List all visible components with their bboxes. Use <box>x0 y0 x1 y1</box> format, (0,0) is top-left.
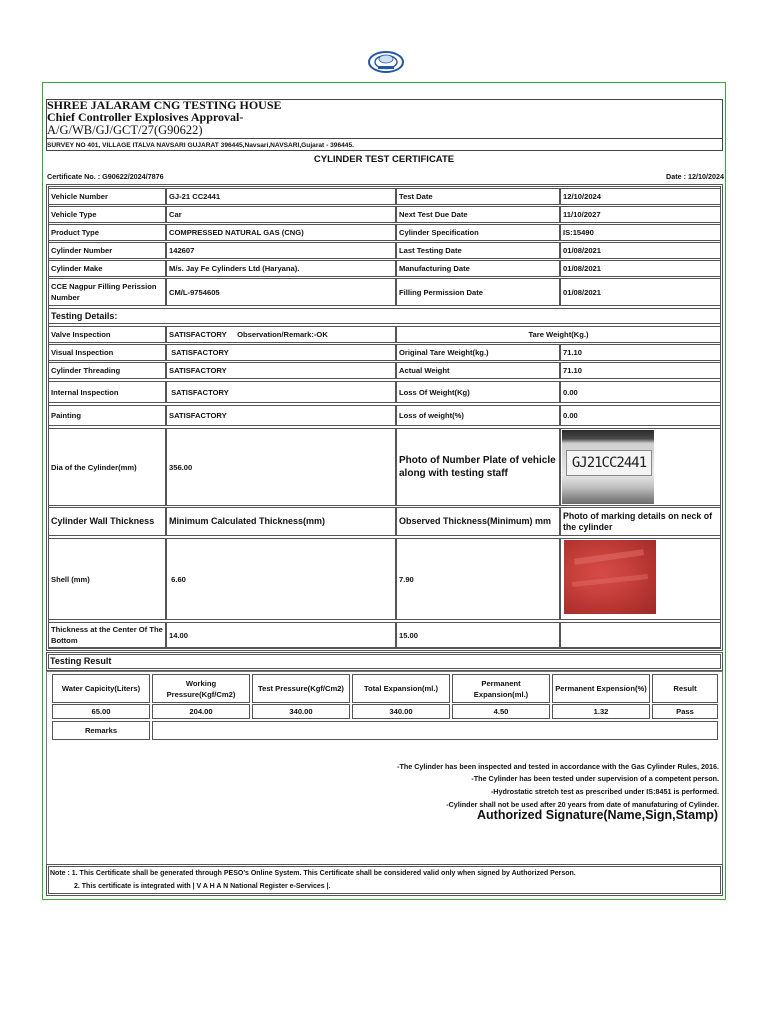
test-label: Visual Inspection <box>48 344 166 361</box>
test-value: SATISFACTORY <box>166 405 396 426</box>
detail-value: IS:15490 <box>560 224 721 241</box>
remarks-value <box>152 721 718 740</box>
detail-value: 01/08/2021 <box>560 242 721 259</box>
test-label: Actual Weight <box>396 362 560 379</box>
number-plate-photo <box>562 430 654 504</box>
approval-line: Chief Controller Explosives Approval- <box>47 110 244 124</box>
certificate-date: Date : 12/10/2024 <box>666 172 724 181</box>
shell-min-value: 6.60 <box>166 538 396 620</box>
detail-value: CM/L-9754605 <box>166 278 396 306</box>
address: SURVEY NO 401, VILLAGE ITALVA NAVSARI GUJARAT 396445,Navsari,NAVSARI,Gujarat - 396445. <box>47 142 354 149</box>
test-value: 71.10 <box>560 344 721 361</box>
test-value: 0.00 <box>560 405 721 426</box>
certificate-number: Certificate No. : G90622/2024/7876 <box>47 172 164 181</box>
detail-value: COMPRESSED NATURAL GAS (CNG) <box>166 224 396 241</box>
test-label: Original Tare Weight(kg.) <box>396 344 560 361</box>
note-2: 2. This certificate is integrated with | V A H A N National Register e-Services |. <box>74 883 331 890</box>
testing-details-heading: Testing Details: <box>48 308 721 324</box>
test-value: SATISFACTORY <box>166 344 396 361</box>
valve-value: SATISFACTORY Observation/Remark:-OK <box>166 326 396 343</box>
test-value: SATISFACTORY <box>166 362 396 379</box>
detail-label: Cylinder Number <box>48 242 166 259</box>
test-label: Cylinder Threading <box>48 362 166 379</box>
bottom-thickness-label: Thickness at the Center Of The Bottom <box>48 622 166 648</box>
detail-label: CCE Nagpur Filling Perission Number <box>48 278 166 306</box>
tare-weight-heading: Tare Weight(Kg.) <box>396 326 721 343</box>
test-value: 0.00 <box>560 381 721 403</box>
declaration-line: -The Cylinder has been tested under supervision of a competent person. <box>471 774 719 783</box>
detail-value: 01/08/2021 <box>560 260 721 277</box>
valve-label: Valve Inspection <box>48 326 166 343</box>
result-header: Permanent Expension(%) <box>552 674 650 703</box>
bottom-observed-value: 15.00 <box>396 622 560 648</box>
detail-label: Manufacturing Date <box>396 260 560 277</box>
wall-thickness-label: Cylinder Wall Thickness <box>48 507 166 536</box>
detail-label: Next Test Due Date <box>396 206 560 223</box>
result-header: Test Pressure(Kgf/Cm2) <box>252 674 350 703</box>
dia-label: Dia of the Cylinder(mm) <box>48 428 166 506</box>
detail-label: Cylinder Specification <box>396 224 560 241</box>
result-value: 1.32 <box>552 704 650 719</box>
result-header: Working Pressure(Kgf/Cm2) <box>152 674 250 703</box>
peso-emblem-icon <box>366 48 406 76</box>
detail-label: Product Type <box>48 224 166 241</box>
detail-label: Last Testing Date <box>396 242 560 259</box>
detail-value: 11/10/2027 <box>560 206 721 223</box>
note-1: Note : 1. This Certificate shall be generated through PESO's Online System. This Certificate shall be considered valid only when signed by Authorized Person. <box>50 870 576 877</box>
testing-result-heading: Testing Result <box>50 656 112 666</box>
result-value: Pass <box>652 704 718 719</box>
result-header: Water Capicity(Liters) <box>52 674 150 703</box>
detail-value: M/s. Jay Fe Cylinders Ltd (Haryana). <box>166 260 396 277</box>
bottom-empty-cell <box>560 622 721 648</box>
test-label: Loss Of Weight(Kg) <box>396 381 560 403</box>
detail-label: Vehicle Type <box>48 206 166 223</box>
photo-plate-caption: Photo of Number Plate of vehicle along with testing staff <box>396 428 560 506</box>
test-label: Loss of weight(%) <box>396 405 560 426</box>
min-calculated-label: Minimum Calculated Thickness(mm) <box>166 507 396 536</box>
bottom-min-value: 14.00 <box>166 622 396 648</box>
result-header: Total Expansion(ml.) <box>352 674 450 703</box>
detail-value: 142607 <box>166 242 396 259</box>
shell-label: Shell (mm) <box>48 538 166 620</box>
test-label: Painting <box>48 405 166 426</box>
declaration-line: -Cylinder shall not be used after 20 years from date of manufaturing of Cylinder. <box>446 800 719 809</box>
result-value: 4.50 <box>452 704 550 719</box>
remarks-label: Remarks <box>52 721 150 740</box>
authorized-signature: Authorized Signature(Name,Sign,Stamp) <box>477 808 718 822</box>
test-value: 71.10 <box>560 362 721 379</box>
detail-label: Cylinder Make <box>48 260 166 277</box>
result-value: 340.00 <box>252 704 350 719</box>
result-value: 65.00 <box>52 704 150 719</box>
approval-number: A/G/WB/GJ/GCT/27(G90622) <box>47 123 203 137</box>
result-header: Permanent Expansion(ml.) <box>452 674 550 703</box>
declaration-line: -The Cylinder has been inspected and tested in accordance with the Gas Cylinder Rules, 2016. <box>397 762 719 771</box>
dia-value: 356.00 <box>166 428 396 506</box>
photo-neck-caption: Photo of marking details on neck of the cylinder <box>560 507 721 536</box>
doc-title: CYLINDER TEST CERTIFICATE <box>313 154 455 165</box>
detail-label: Filling Permission Date <box>396 278 560 306</box>
result-value: 204.00 <box>152 704 250 719</box>
test-label: Internal Inspection <box>48 381 166 403</box>
result-header: Result <box>652 674 718 703</box>
detail-value: GJ-21 CC2441 <box>166 188 396 205</box>
shell-observed-value: 7.90 <box>396 538 560 620</box>
declaration-line: -Hydrostatic stretch test as prescribed under IS:8451 is performed. <box>490 787 719 796</box>
detail-value: Car <box>166 206 396 223</box>
testing-result-heading-box <box>46 652 723 671</box>
result-value: 340.00 <box>352 704 450 719</box>
neck-marking-photo <box>564 540 656 614</box>
detail-value: 01/08/2021 <box>560 278 721 306</box>
company-name: SHREE JALARAM CNG TESTING HOUSE <box>47 98 282 112</box>
test-value: SATISFACTORY <box>166 381 396 403</box>
plate-text: GJ21CC2441 <box>566 450 652 476</box>
detail-label: Test Date <box>396 188 560 205</box>
detail-value: 12/10/2024 <box>560 188 721 205</box>
detail-label: Vehicle Number <box>48 188 166 205</box>
observed-thickness-label: Observed Thickness(Minimum) mm <box>396 507 560 536</box>
